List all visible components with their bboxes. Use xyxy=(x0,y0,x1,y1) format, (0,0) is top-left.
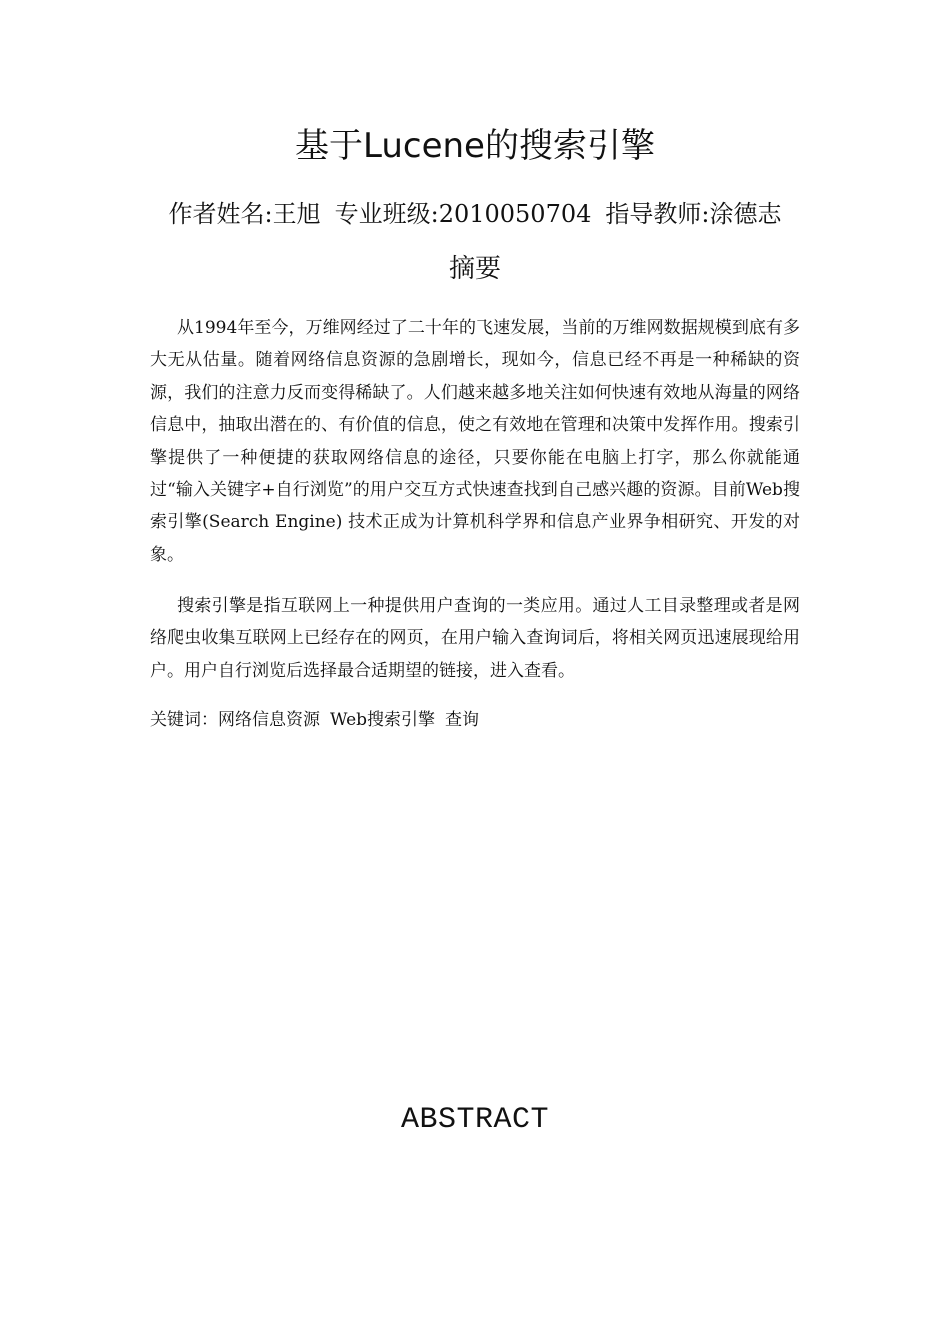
keywords-line xyxy=(150,704,800,736)
keywords-label: 关键词： xyxy=(150,710,218,730)
keyword-item: 查询 xyxy=(445,710,480,730)
document-title: 基于Lucene的搜索引擎 xyxy=(295,126,655,166)
abstract-heading: 摘要 xyxy=(448,254,501,284)
advisor-name: 指导教师:涂德志 xyxy=(605,200,782,228)
abstract-paragraph-2: 搜索引擎是指互联网上一种提供用户查询的一类应用。通过人工目录整理或者是网络爬虫收集互联网上已经存在的网页，在用户输入查询词后，将相关网页迅速展现给用户。用户自行浏览后选择最合适期望的链接，进入查看。 xyxy=(150,596,800,681)
keyword-item: Web搜索引擎 xyxy=(330,710,436,730)
class-info: 专业班级:2010050704 xyxy=(334,200,592,228)
author-name: 作者姓名:王旭 xyxy=(168,200,321,228)
keyword-item: 网络信息资源 xyxy=(218,710,320,730)
author-line xyxy=(0,196,950,232)
abstract-paragraph-1: 从1994年至今，万维网经过了二十年的飞速发展，当前的万维网数据规模到底有多大无从估量。随着网络信息资源的急剧增长，现如今，信息已经不再是一种稀缺的资源，我们的注意力反而变得稀缺了。人们越来越多地关注如何快速有效地从海量的网络信息中，抽取出潜在的、有价值的信息，使之有效地在管理和决策中发挥作用。搜索引擎提供了一种便捷的获取网络信息的途径，只要你能在电脑上打字，那么你就能通过“输入关键字+自行浏览”的用户交互方式快速查找到自己感兴趣的资源。目前Web搜索引擎(Search Engine) 技术正成为计算机科学界和信息产业界争相研究、开发的对象。 xyxy=(150,318,800,565)
abstract-english-heading: ABSTRACT xyxy=(400,1103,550,1137)
